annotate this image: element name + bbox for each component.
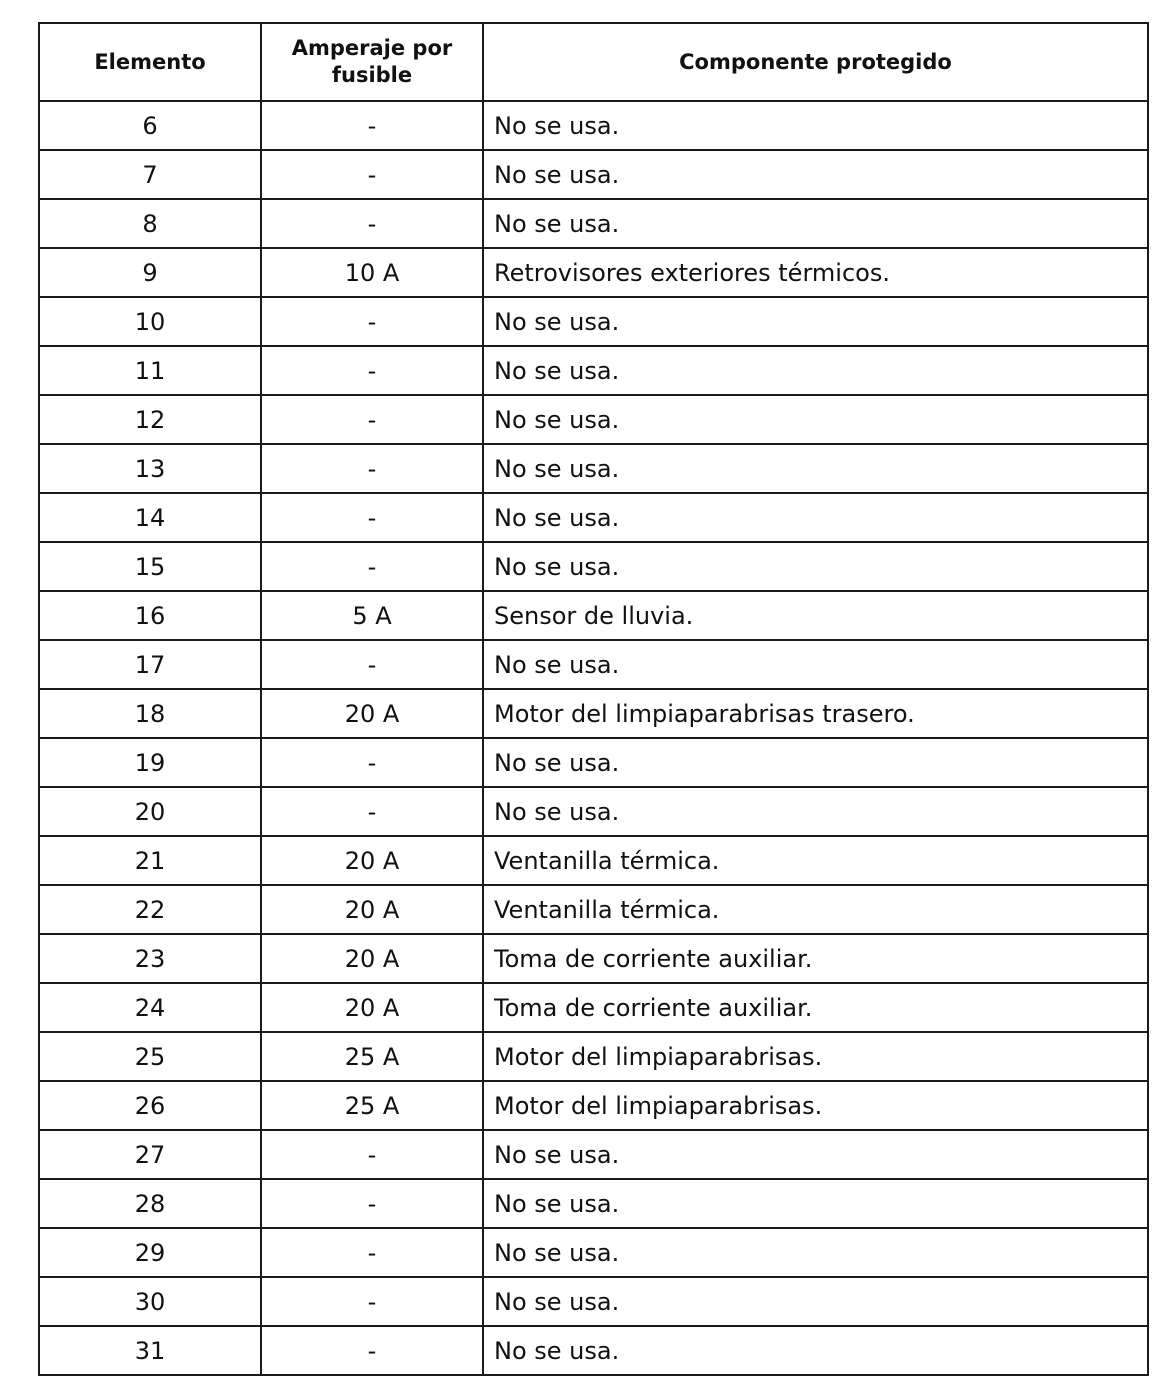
header-row <box>39 23 1148 101</box>
component-cell: No se usa. <box>483 101 1148 150</box>
element-cell: 13 <box>39 444 261 493</box>
element-cell: 21 <box>39 836 261 885</box>
component-cell: Ventanilla térmica. <box>483 885 1148 934</box>
component-cell: No se usa. <box>483 738 1148 787</box>
amperage-cell: - <box>261 199 483 248</box>
element-cell: 15 <box>39 542 261 591</box>
table-row <box>39 836 1148 885</box>
component-cell: No se usa. <box>483 395 1148 444</box>
component-cell: Sensor de lluvia. <box>483 591 1148 640</box>
amperage-cell: - <box>261 150 483 199</box>
element-cell: 22 <box>39 885 261 934</box>
amperage-cell: - <box>261 1179 483 1228</box>
header-element: Elemento <box>39 23 261 101</box>
amperage-cell: - <box>261 1130 483 1179</box>
table-row <box>39 101 1148 150</box>
component-cell: No se usa. <box>483 787 1148 836</box>
component-cell: No se usa. <box>483 199 1148 248</box>
component-cell: No se usa. <box>483 1277 1148 1326</box>
component-cell: No se usa. <box>483 444 1148 493</box>
table-row <box>39 248 1148 297</box>
table-row <box>39 297 1148 346</box>
table-row <box>39 640 1148 689</box>
table-row <box>39 787 1148 836</box>
component-cell: No se usa. <box>483 297 1148 346</box>
amperage-cell: - <box>261 640 483 689</box>
element-cell: 14 <box>39 493 261 542</box>
component-cell: No se usa. <box>483 346 1148 395</box>
element-cell: 9 <box>39 248 261 297</box>
component-cell: No se usa. <box>483 640 1148 689</box>
element-cell: 6 <box>39 101 261 150</box>
component-cell: No se usa. <box>483 1179 1148 1228</box>
amperage-cell: - <box>261 297 483 346</box>
amperage-cell: 20 A <box>261 885 483 934</box>
table-row <box>39 1032 1148 1081</box>
header-amperage <box>261 23 483 101</box>
component-cell: No se usa. <box>483 1228 1148 1277</box>
element-cell: 10 <box>39 297 261 346</box>
table-body <box>39 101 1148 1375</box>
amperage-cell: - <box>261 1228 483 1277</box>
element-cell: 29 <box>39 1228 261 1277</box>
element-cell: 18 <box>39 689 261 738</box>
amperage-cell: - <box>261 395 483 444</box>
amperage-cell: 20 A <box>261 934 483 983</box>
table-row <box>39 444 1148 493</box>
table-row <box>39 689 1148 738</box>
element-cell: 19 <box>39 738 261 787</box>
element-cell: 12 <box>39 395 261 444</box>
component-cell: Toma de corriente auxiliar. <box>483 934 1148 983</box>
element-cell: 28 <box>39 1179 261 1228</box>
element-cell: 8 <box>39 199 261 248</box>
element-cell: 27 <box>39 1130 261 1179</box>
table-row <box>39 199 1148 248</box>
component-cell: No se usa. <box>483 150 1148 199</box>
component-cell: Motor del limpiaparabrisas trasero. <box>483 689 1148 738</box>
amperage-cell: - <box>261 738 483 787</box>
table-row <box>39 885 1148 934</box>
amperage-cell: - <box>261 787 483 836</box>
element-cell: 20 <box>39 787 261 836</box>
element-cell: 17 <box>39 640 261 689</box>
table-row <box>39 1130 1148 1179</box>
table-row <box>39 346 1148 395</box>
amperage-cell: 20 A <box>261 983 483 1032</box>
component-cell: No se usa. <box>483 1130 1148 1179</box>
element-cell: 23 <box>39 934 261 983</box>
table-row <box>39 150 1148 199</box>
fuse-table <box>38 22 1149 1376</box>
component-cell: Motor del limpiaparabrisas. <box>483 1081 1148 1130</box>
table-row <box>39 395 1148 444</box>
amperage-cell: 25 A <box>261 1032 483 1081</box>
table-row <box>39 493 1148 542</box>
amperage-cell: 20 A <box>261 836 483 885</box>
amperage-cell: - <box>261 1326 483 1375</box>
table-row <box>39 591 1148 640</box>
component-cell: Toma de corriente auxiliar. <box>483 983 1148 1032</box>
table-header <box>39 23 1148 101</box>
amperage-cell: 5 A <box>261 591 483 640</box>
element-cell: 26 <box>39 1081 261 1130</box>
table-row <box>39 542 1148 591</box>
amperage-cell: - <box>261 1277 483 1326</box>
table-row <box>39 1081 1148 1130</box>
amperage-cell: 20 A <box>261 689 483 738</box>
amperage-cell: 25 A <box>261 1081 483 1130</box>
element-cell: 25 <box>39 1032 261 1081</box>
component-cell: Retrovisores exteriores térmicos. <box>483 248 1148 297</box>
header-amperage-text: Amperaje por fusible <box>291 36 453 87</box>
amperage-cell: - <box>261 346 483 395</box>
component-cell: No se usa. <box>483 542 1148 591</box>
element-cell: 16 <box>39 591 261 640</box>
table-row <box>39 1179 1148 1228</box>
table-row <box>39 738 1148 787</box>
table-row <box>39 983 1148 1032</box>
element-cell: 11 <box>39 346 261 395</box>
component-cell: No se usa. <box>483 1326 1148 1375</box>
amperage-cell: - <box>261 101 483 150</box>
element-cell: 7 <box>39 150 261 199</box>
component-cell: Ventanilla térmica. <box>483 836 1148 885</box>
element-cell: 24 <box>39 983 261 1032</box>
amperage-cell: - <box>261 444 483 493</box>
amperage-cell: - <box>261 493 483 542</box>
component-cell: Motor del limpiaparabrisas. <box>483 1032 1148 1081</box>
table-row <box>39 1277 1148 1326</box>
table-row <box>39 1228 1148 1277</box>
header-component: Componente protegido <box>483 23 1148 101</box>
amperage-cell: - <box>261 542 483 591</box>
element-cell: 31 <box>39 1326 261 1375</box>
table-row <box>39 1326 1148 1375</box>
table-row <box>39 934 1148 983</box>
amperage-cell: 10 A <box>261 248 483 297</box>
element-cell: 30 <box>39 1277 261 1326</box>
component-cell: No se usa. <box>483 493 1148 542</box>
